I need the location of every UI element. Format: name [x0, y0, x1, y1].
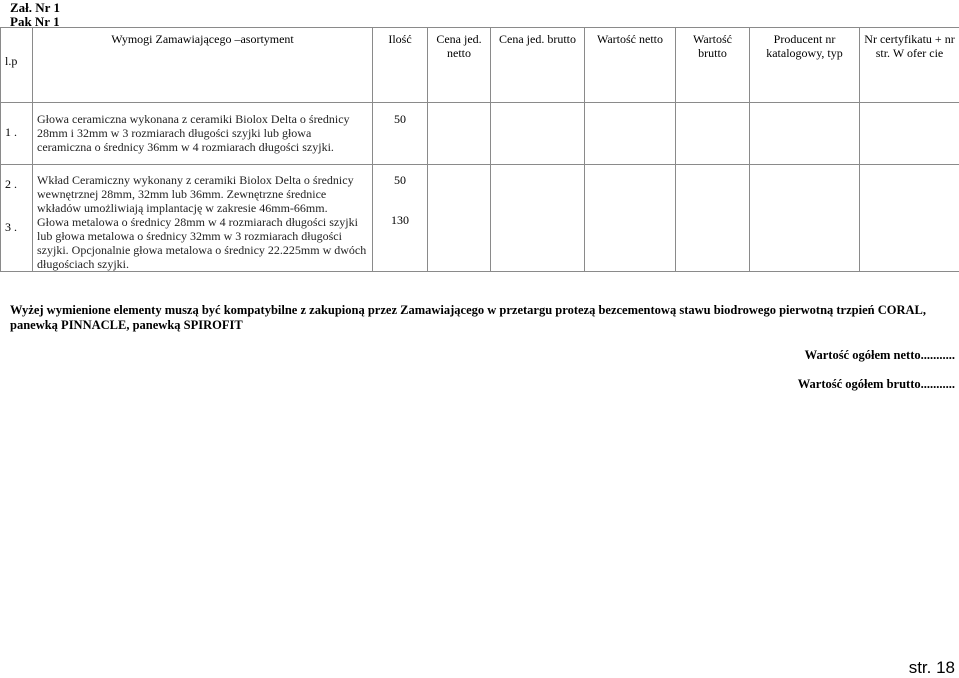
row-cell-empty [750, 103, 860, 165]
row-description [33, 165, 373, 272]
col-header-producer: Producent nr katalogowy, typ [750, 28, 860, 103]
row-quantity: 50 [373, 103, 428, 165]
row-cell-empty [585, 165, 676, 272]
row-description: Głowa ceramiczna wykonana z ceramiki Biolox Delta o średnicy 28mm i 32mm w 3 rozmiarach długości szyjki lub głowa ceramiczna o średnicy 36mm w 4 rozmiarach długości szyjki. [33, 103, 373, 165]
row-cell-empty [676, 103, 750, 165]
col-header-unit-price-gross: Cena jed. brutto [491, 28, 585, 103]
row-cell-empty [491, 103, 585, 165]
total-gross: Wartość ogółem brutto........... [798, 377, 955, 392]
col-header-requirements: Wymogi Zamawiającego –asortyment [33, 28, 373, 103]
table-row [1, 165, 959, 272]
row-cell-empty [428, 165, 491, 272]
page-number: str. 18 [909, 658, 955, 678]
row-cell-empty [428, 103, 491, 165]
col-header-unit-price-net: Cena jed. netto [428, 28, 491, 103]
row-cell-empty [750, 165, 860, 272]
row-lp: 2 . 3 . [1, 165, 33, 272]
total-net: Wartość ogółem netto........... [805, 348, 955, 363]
row-3-description: Głowa metalowa o średnicy 28mm w 4 rozmiarach długości szyjki lub głowa metalowa o średnicy 32mm w 3 rozmiarach długości szyjki. Opcjonalnie głowa metalowa o średnicy 22.225mm w dwóch długościach szyjki. [37, 215, 368, 271]
col-header-lp: l.p [1, 28, 33, 103]
col-header-value-net: Wartość netto [585, 28, 676, 103]
col-header-certificate: Nr certyfikatu + nr str. W ofer cie [860, 28, 959, 103]
row-cell-empty [860, 103, 959, 165]
requirements-table [0, 27, 959, 272]
attachment-number: Zał. Nr 1 [10, 0, 60, 15]
table-row [1, 103, 959, 165]
row-cell-empty [860, 165, 959, 272]
package-number: Pak Nr 1 [10, 14, 60, 29]
table-header-row [1, 28, 959, 103]
row-lp: 1 . [1, 103, 33, 165]
col-header-quantity: Ilość [373, 28, 428, 103]
row-cell-empty [676, 165, 750, 272]
compatibility-note: Wyżej wymienione elementy muszą być kompatybilne z zakupioną przez Zamawiającego w przetargu protezą bezcementową stawu biodrowego pierwotną trzpień CORAL, panewką PINNACLE, panewką SPIROFIT [10, 303, 950, 333]
row-cell-empty [491, 165, 585, 272]
row-2-description: Wkład Ceramiczny wykonany z ceramiki Biolox Delta o średnicy wewnętrznej 28mm, 32mm lub 36mm. Zewnętrzne średnice wkładów umożliwiają implantację w zakresie 46mm-66mm. [37, 173, 368, 215]
row-quantity: 50 130 [373, 165, 428, 272]
row-cell-empty [585, 103, 676, 165]
col-header-value-gross: Wartość brutto [676, 28, 750, 103]
